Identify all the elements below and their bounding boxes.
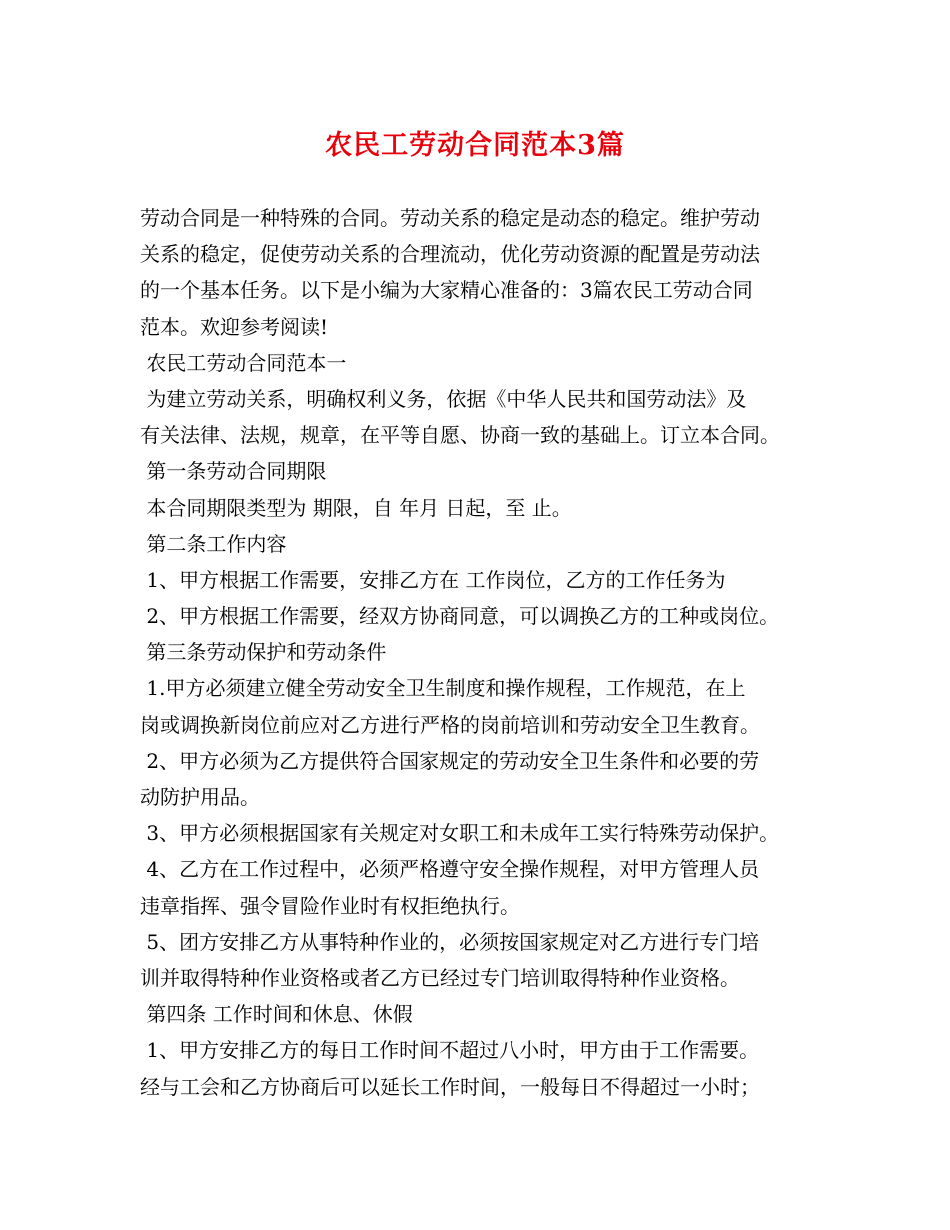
body-line: 2、甲方必须为乙方提供符合国家规定的劳动安全卫生条件和必要的劳: [140, 748, 760, 773]
document-body: [140, 200, 830, 1105]
document-title: 农民工劳动合同范本3篇: [325, 130, 625, 161]
body-line: 岗或调换新岗位前应对乙方进行严格的岗前培训和劳动安全卫生教育。: [140, 712, 760, 737]
body-line: 训并取得特种作业资格或者乙方已经过专门培训取得特种作业资格。: [140, 965, 740, 990]
body-line: 经与工会和乙方协商后可以延长工作时间，一般每日不得超过一小时；: [140, 1074, 760, 1099]
body-line: 2、甲方根据工作需要，经双方协商同意，可以调换乙方的工种或岗位。: [140, 604, 780, 629]
body-line: 关系的稳定，促使劳动关系的合理流动，优化劳动资源的配置是劳动法: [140, 242, 760, 267]
article-heading: 第二条工作内容: [140, 531, 287, 556]
body-line: 本合同期限类型为 期限，自 年月 日起，至 止。: [140, 495, 572, 520]
body-line: 的一个基本任务。以下是小编为大家精心准备的：3篇农民工劳动合同: [140, 278, 753, 303]
body-line: 5、团方安排乙方从事特种作业的，必须按国家规定对乙方进行专门培: [140, 929, 760, 954]
body-line: 3、甲方必须根据国家有关规定对女职工和未成年工实行特殊劳动保护。: [140, 821, 780, 846]
article-heading: 第一条劳动合同期限: [140, 459, 327, 484]
article-heading: 第四条 工作时间和休息、休假: [140, 1002, 413, 1027]
section-heading: 农民工劳动合同范本一: [140, 350, 347, 375]
body-line: 有关法律、法规，规章，在平等自愿、协商一致的基础上。订立本合同。: [140, 423, 780, 448]
body-line: 劳动合同是一种特殊的合同。劳动关系的稳定是动态的稳定。维护劳动: [140, 206, 760, 230]
body-line: 1、甲方根据工作需要，安排乙方在 工作岗位，乙方的工作任务为: [140, 567, 726, 592]
body-line: 动防护用品。: [140, 785, 260, 809]
article-heading: 第三条劳动保护和劳动条件: [140, 640, 387, 665]
body-line: 为建立劳动关系，明确权利义务，依据《中华人民共和国劳动法》及: [140, 386, 747, 411]
body-line: 违章指挥、强令冒险作业时有权拒绝执行。: [140, 893, 520, 918]
body-line: 1.甲方必须建立健全劳动安全卫生制度和操作规程，工作规范，在上: [140, 676, 746, 701]
body-line: 1、甲方安排乙方的每日工作时间不超过八小时，甲方由于工作需要。: [140, 1038, 760, 1063]
body-line: 范本。欢迎参考阅读!: [140, 314, 329, 339]
body-line: 4、乙方在工作过程中，必须严格遵守安全操作规程，对甲方管理人员: [140, 857, 760, 882]
